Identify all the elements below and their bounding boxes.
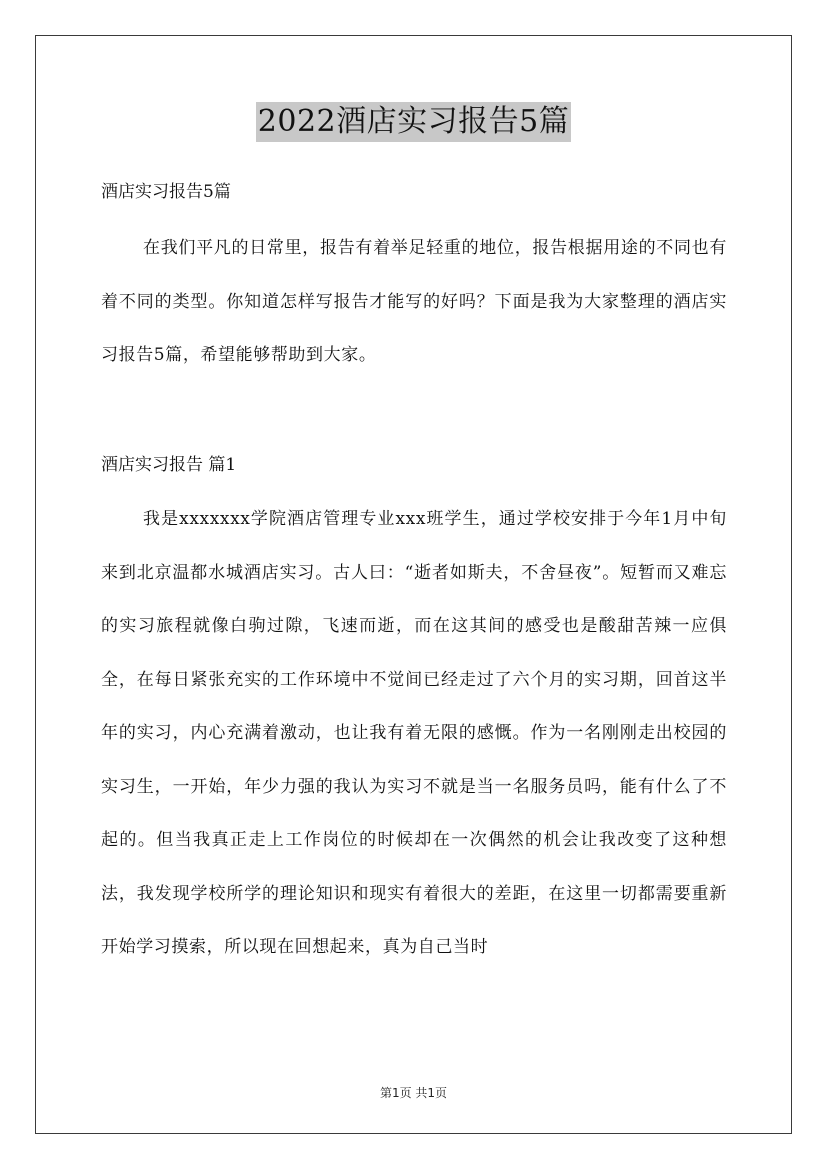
document-subtitle: 酒店实习报告5篇 [101, 182, 231, 202]
document-title: 2022酒店实习报告5篇 [256, 102, 571, 142]
section-body-paragraph: 我是xxxxxxx学院酒店管理专业xxx班学生，通过学校安排于今年1月中旬来到北京温都水城酒店实习。古人曰：“逝者如斯夫，不舍昼夜”。短暂而又难忘的实习旅程就像白驹过隙，飞速而逝，而在这其间的感受也是酸甜苦辣一应俱全，在每日紧张充实的工作环境中不觉间已经走过了六个月的实习期，回首这半年的实习，内心充满着激动，也让我有着无限的感慨。作为一名刚刚走出校园的实习生，一开始，年少力强的我认为实习不就是当一名服务员吗，能有什么了不起的。但当我真正走上工作岗位的时候却在一次偶然的机会让我改变了这种想法，我发现学校所学的理论知识和现实有着很大的差距，在这里一切都需要重新开始学习摸索，所以现在回想起来，真为自己当时 [101, 509, 727, 957]
section-heading: 酒店实习报告 篇1 [101, 455, 237, 475]
title-container [0, 102, 827, 142]
page-footer: 第1页 共1页 [379, 1086, 448, 1100]
intro-paragraph: 在我们平凡的日常里，报告有着举足轻重的地位，报告根据用途的不同也有着不同的类型。你知道怎样写报告才能写的好吗？下面是我为大家整理的酒店实习报告5篇，希望能够帮助到大家。 [101, 238, 727, 365]
